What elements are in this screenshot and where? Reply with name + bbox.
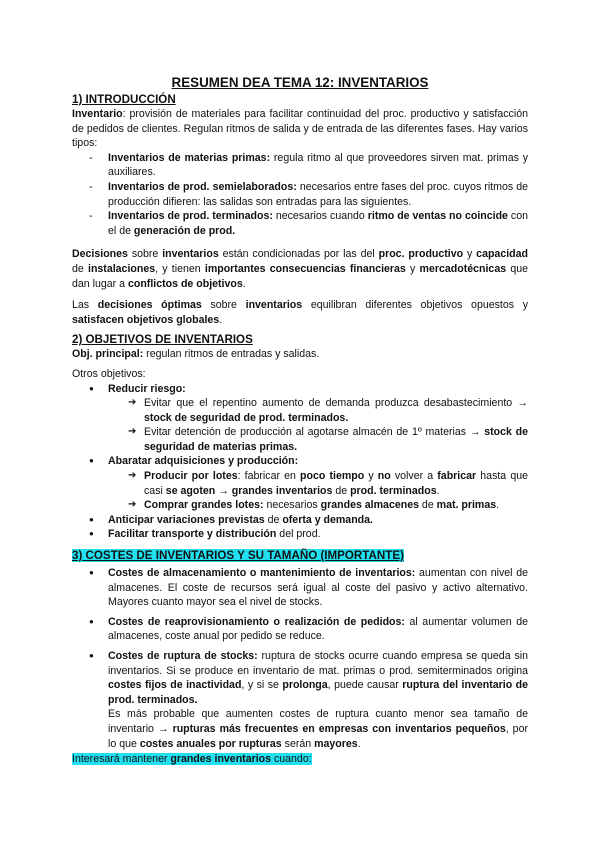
bold-text-run: rupturas más frecuentes en empresas con inventarios pequeños: [172, 722, 506, 735]
bold-text-run: conflictos de objetivos: [127, 277, 243, 290]
bold-text-run: inventarios: [245, 299, 303, 312]
document-page: [72, 74, 528, 767]
text-run: al aumentar volumen de almacenes, coste anual por pedido se reduce.: [108, 615, 528, 643]
text-run: regulan ritmos de entradas y salidas.: [143, 348, 320, 361]
text-run: necesarios entre fases del proc. cuyos ritmos de producción difieren: las salidas son entradas para las siguientes.: [108, 180, 528, 208]
bold-text-run: Producir por lotes: [144, 470, 238, 483]
text-run: , y si se: [241, 679, 283, 692]
text-run: y: [405, 262, 420, 275]
cost-item: [72, 649, 528, 707]
bold-text-run: fabricar: [437, 470, 477, 483]
text-run: regula ritmo al que proveedores sirven mat. primas y auxiliares.: [108, 151, 528, 179]
bold-text-run: oferta y demanda.: [282, 513, 373, 526]
bold-text-run: mercadotécnicas: [419, 262, 507, 275]
bold-text-run: proc. productivo: [378, 248, 464, 261]
bold-text-run: Costes de reaprovisionamiento o realización de pedidos:: [108, 615, 405, 628]
text-run: y: [463, 248, 477, 261]
bold-text-run: Obj. principal:: [72, 348, 144, 361]
interesara-line: [72, 752, 528, 767]
text-run: de: [72, 262, 88, 275]
objective-item: [72, 454, 528, 469]
text-run: volver a: [390, 470, 438, 483]
text-run: .: [436, 484, 440, 497]
inventory-type-item: [72, 151, 528, 180]
bold-text-run: decisiones óptimas: [97, 299, 202, 312]
ruptura-extra-text: [108, 708, 528, 749]
text-run: : provisión de materiales para facilitar continuidad del proc. productivo y satisfacción de pedidos de clientes. Regulan ritmos de salida y de entrada de las diferentes fases. Hay varios tipos:: [72, 108, 528, 150]
decisiones-paragraph: [72, 247, 528, 291]
otros-objetivos-label: Otros objetivos:: [72, 367, 146, 380]
bold-text-run: satisfacen objetivos globales: [72, 313, 220, 326]
document-title: RESUMEN DEA TEMA 12: INVENTARIOS: [171, 75, 429, 90]
text-run: , por lo que: [108, 722, 528, 750]
text-run: Evitar detención de producción al agotarse almacén de 1º materias →: [144, 426, 485, 439]
bold-text-run: ritmo de ventas no coincide: [367, 210, 508, 223]
text-run: del prod.: [276, 528, 321, 541]
interesara-text: [72, 753, 312, 765]
bold-text-run: poco tiempo: [300, 470, 365, 483]
objective-subitem: [72, 469, 528, 498]
text-run: .: [357, 737, 361, 750]
text-run: que dan lugar a: [72, 262, 528, 290]
text-run: de: [332, 484, 351, 497]
objective-subitem: [72, 396, 528, 425]
bold-text-run: mat. primas: [436, 499, 497, 512]
objective-subitem: [72, 425, 528, 454]
text-run: sobre: [201, 299, 246, 312]
text-run: y: [364, 470, 378, 483]
bold-text-run: Anticipar variaciones previstas: [108, 513, 265, 526]
costs-list: [72, 566, 528, 751]
text-run: , y tienen: [155, 262, 205, 275]
section-1-heading: 1) INTRODUCCIÓN: [72, 93, 176, 106]
objective-subitem: [72, 498, 528, 513]
text-run: con el de: [108, 210, 528, 237]
text-run: equilibran diferentes objetivos opuestos y: [302, 299, 529, 312]
bold-text-run: importantes consecuencias financieras: [204, 262, 406, 275]
bold-text-run: prolonga: [282, 679, 328, 692]
inventory-types-list: [72, 151, 528, 239]
bold-text-run: stock de seguridad de prod. terminados.: [144, 411, 349, 424]
bold-text-run: ruptura del inventario de prod. terminados.: [108, 679, 528, 706]
bold-text-run: instalaciones: [88, 262, 156, 275]
objective-item: [72, 527, 528, 542]
text-run: .: [242, 277, 246, 290]
bold-text-run: grandes almacenes: [320, 499, 419, 512]
cost-item-continuation: [72, 707, 528, 751]
text-run: necesarios: [263, 499, 321, 512]
section-2-heading: 2) OBJETIVOS DE INVENTARIOS: [72, 333, 253, 347]
text-run: necesarios cuando: [272, 210, 368, 223]
text-run: aumentan con nivel de almacenes. El coste de recursos será igual al coste del pasivo y activo alternativo. Mayores cuanto mayor sea el nivel de stocks.: [108, 567, 528, 609]
intro-paragraph: [72, 107, 528, 151]
objectives-list: [72, 382, 528, 543]
bold-text-run: prod. terminados: [350, 484, 437, 497]
bold-text-run: mayores: [314, 737, 358, 750]
bold-text-run: Costes de almacenamiento o mantenimiento de inventarios:: [108, 567, 416, 580]
text-run: hasta que casi: [144, 470, 529, 497]
inventory-type-item: [72, 209, 528, 238]
text-run: , puede causar: [327, 679, 403, 692]
bold-text-run: Inventario: [72, 108, 123, 120]
bold-text-run: Decisiones: [72, 248, 128, 261]
bold-text-run: Costes de ruptura de stocks:: [108, 650, 258, 662]
bold-text-run: generación de prod.: [133, 224, 236, 237]
text-run: cuando:: [271, 753, 312, 766]
bold-text-run: se agoten: [165, 484, 216, 497]
bold-text-run: inventarios: [162, 248, 219, 261]
text-run: : fabricar en: [237, 470, 301, 483]
text-run: Interesará mantener: [72, 753, 171, 766]
bold-text-run: grandes inventarios: [231, 484, 333, 497]
text-run: →: [215, 484, 232, 497]
text-run: de: [418, 499, 437, 512]
bold-text-run: Abaratar adquisiciones y producción:: [108, 455, 299, 468]
text-run: están condicionadas por las del: [218, 248, 379, 261]
bold-text-run: grandes inventarios: [170, 753, 272, 766]
text-run: sobre: [127, 248, 163, 261]
principal-paragraph: [72, 347, 528, 362]
bold-text-run: Comprar grandes lotes:: [144, 499, 264, 512]
bold-text-run: Inventarios de prod. semielaborados:: [108, 180, 297, 193]
bold-text-run: no: [377, 470, 391, 483]
cost-item: [72, 566, 528, 610]
section-3-heading-text: 3) COSTES DE INVENTARIOS Y SU TAMAÑO (IMPORTANTE): [72, 549, 404, 563]
bold-text-run: stock de seguridad de materias primas.: [144, 426, 528, 453]
text-run: ruptura de stocks ocurre cuando empresa se queda sin inventarios. Si se produce en inventario de mat. primas o prod. semiterminados origina: [108, 650, 528, 677]
bold-text-run: costes fijos de inactividad: [108, 679, 242, 692]
bold-text-run: Inventarios de materias primas:: [108, 151, 271, 164]
text-run: de: [264, 513, 283, 526]
text-run: .: [496, 499, 500, 512]
text-run: .: [219, 313, 223, 326]
objective-item: [72, 513, 528, 528]
bold-text-run: capacidad: [476, 248, 528, 261]
bold-text-run: Reducir riesgo:: [108, 382, 186, 395]
bold-text-run: costes anuales por rupturas: [139, 737, 282, 750]
text-run: Es más probable que aumenten costes de ruptura cuanto menor sea tamaño de inventario →: [108, 708, 528, 735]
bold-text-run: Facilitar transporte y distribución: [108, 528, 277, 541]
text-run: serán: [281, 737, 315, 750]
text-run: Las: [72, 299, 98, 312]
objective-item: [72, 382, 528, 397]
text-run: Evitar que el repentino aumento de demanda produzca desabastecimiento →: [144, 397, 528, 410]
section-3-heading: [72, 548, 528, 563]
optimas-paragraph: [72, 298, 528, 327]
cost-item: [72, 615, 528, 644]
inventory-type-item: [72, 180, 528, 209]
bold-text-run: Inventarios de prod. terminados:: [108, 210, 273, 223]
